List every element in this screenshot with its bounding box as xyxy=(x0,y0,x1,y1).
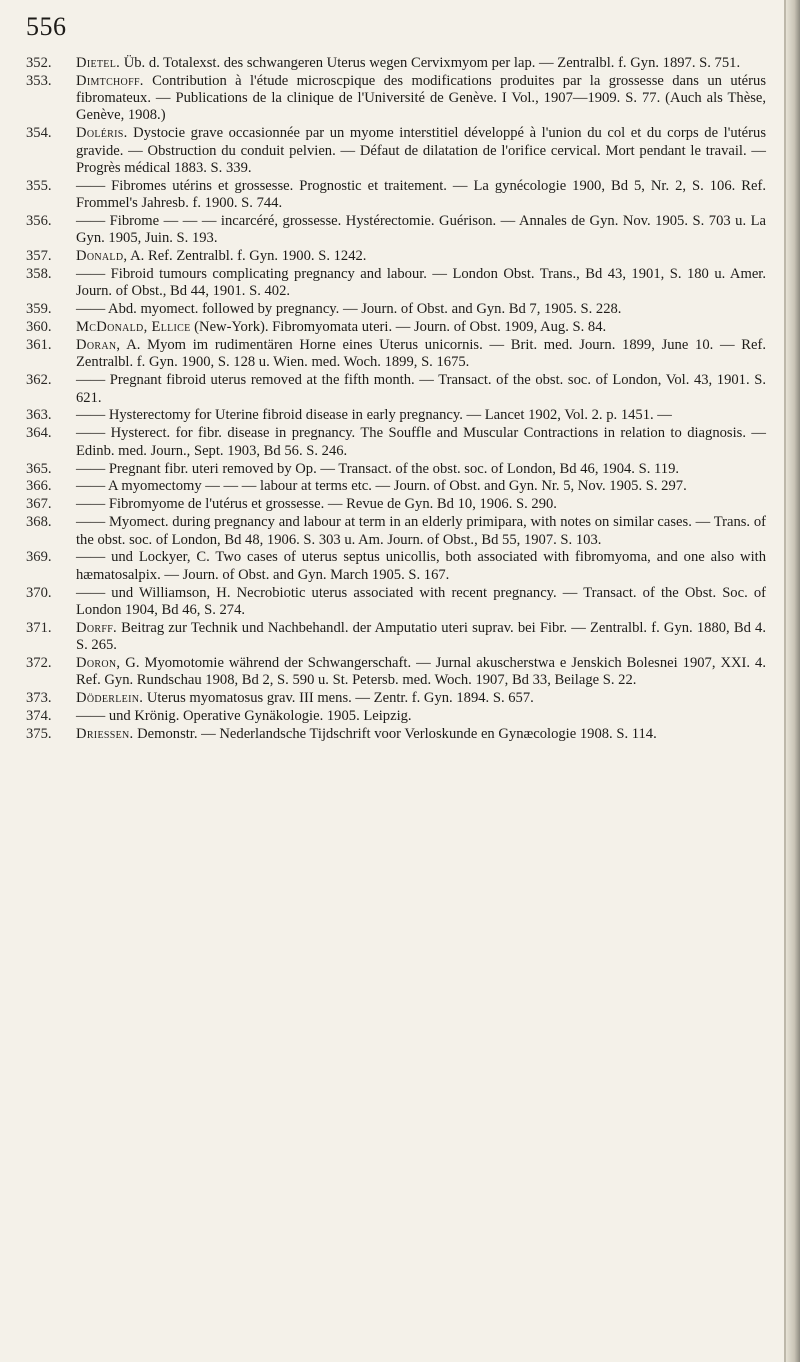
reference-number: 366. xyxy=(26,478,52,495)
reference-number: 367. xyxy=(26,496,52,513)
reference-number: 353. xyxy=(26,72,52,89)
reference-number: 363. xyxy=(26,407,52,424)
reference-author: Dietel. xyxy=(76,55,121,71)
reference-citation: —— Fibroid tumours complicating pregnancy and labour. — London Obst. Trans., Bd 43, 1901, S. 180 u. Amer. Journ. of Obst., Bd 44, 1901. S. 402. xyxy=(76,266,766,300)
reference-entry xyxy=(26,514,766,549)
reference-entry xyxy=(26,407,766,424)
reference-number: 361. xyxy=(26,337,52,354)
reference-text xyxy=(76,425,766,460)
reference-author: Doron, xyxy=(76,654,121,671)
reference-author: McDonald, Ellice xyxy=(76,319,191,336)
reference-entry xyxy=(26,690,766,707)
reference-entry xyxy=(26,549,766,584)
reference-entry xyxy=(26,319,766,336)
reference-entry xyxy=(26,655,766,690)
reference-entry xyxy=(26,266,766,301)
reference-citation: A. Ref. Zentralbl. f. Gyn. 1900. S. 1242. xyxy=(127,248,367,265)
reference-entry xyxy=(26,125,766,177)
reference-text xyxy=(76,549,766,584)
reference-citation: —— Fibrome — — — incarcéré, grossesse. Hystérectomie. Guérison. — Annales de Gyn. Nov. 1905. S. 703 u. La Gyn. 1905, Juin. S. 193. xyxy=(76,213,766,247)
reference-number: 357. xyxy=(26,248,52,265)
reference-text xyxy=(76,213,766,248)
reference-entry xyxy=(26,337,766,372)
reference-text xyxy=(76,690,766,707)
page-edge-strip xyxy=(786,0,800,1362)
reference-citation: —— A myomectomy — — — labour at terms etc. — Journ. of Obst. and Gyn. Nr. 5, Nov. 1905. S. 297. xyxy=(76,478,687,495)
reference-entry xyxy=(26,178,766,213)
reference-citation: —— und Williamson, H. Necrobiotic uterus associated with recent pregnancy. — Transact. of the Obst. Soc. of London 1904, Bd 46, S. 274. xyxy=(76,584,766,618)
reference-citation: Demonstr. — Nederlandsche Tijdschrift voor Verloskunde en Gynæcologie 1908. S. 114. xyxy=(133,725,657,742)
reference-citation: Contribution à l'étude microscpique des modifications produites par la grossesse dans un utérus fibromateux. — Publications de la clinique de l'Université de Genève. I Vol., 1907—1909. S. 77. (Auch als Thèse, Genève, 1908.) xyxy=(76,72,766,124)
reference-text xyxy=(76,372,766,407)
reference-author: Donald, xyxy=(76,248,128,265)
reference-number: 360. xyxy=(26,319,52,336)
reference-citation: —— Pregnant fibroid uterus removed at the fifth month. — Transact. of the obst. soc. of London, Vol. 43, 1901. S. 621. xyxy=(76,372,766,406)
reference-number: 371. xyxy=(26,619,52,636)
reference-citation: —— Fibromyome de l'utérus et grossesse. — Revue de Gyn. Bd 10, 1906. S. 290. xyxy=(76,496,557,513)
reference-number: 362. xyxy=(26,372,52,389)
reference-entry xyxy=(26,213,766,248)
reference-entry xyxy=(26,248,766,265)
reference-number: 359. xyxy=(26,301,52,318)
reference-text xyxy=(76,655,766,690)
reference-entry xyxy=(26,726,766,743)
reference-text xyxy=(76,407,766,424)
reference-text xyxy=(76,301,766,318)
reference-number: 370. xyxy=(26,584,52,601)
reference-citation: —— Hysterect. for fibr. disease in pregnancy. The Souffle and Muscular Contractions in relation to diagnosis. — Edinb. med. Journ., Sept. 1903, Bd 56. S. 246. xyxy=(76,425,766,459)
reference-entry xyxy=(26,73,766,125)
reference-text xyxy=(76,337,766,372)
reference-text xyxy=(76,708,766,725)
reference-number: 358. xyxy=(26,266,52,283)
reference-citation: G. Myomotomie während der Schwangerschaft. — Jurnal akuscherstwa e Jenskich Bolesnei 1907, XXI. 4. Ref. Gyn. Rundschau 1908, Bd 2, S. 590 u. St. Petersb. med. Woch. 1907, Bd 33, Beilage S. 22. xyxy=(76,654,766,689)
reference-entry xyxy=(26,620,766,655)
reference-number: 374. xyxy=(26,708,52,725)
reference-text xyxy=(76,620,766,655)
reference-citation: —— Pregnant fibr. uteri removed by Op. — Transact. of the obst. soc. of London, Bd 46, 1904. S. 119. xyxy=(76,460,680,477)
reference-citation: —— und Krönig. Operative Gynäkologie. 1905. Leipzig. xyxy=(76,708,412,725)
reference-entry xyxy=(26,461,766,478)
reference-entry xyxy=(26,585,766,620)
reference-entry xyxy=(26,372,766,407)
reference-number: 372. xyxy=(26,654,52,671)
reference-citation: Beitrag zur Technik und Nachbehandl. der Amputatio uteri suprav. bei Fibr. — Zentralbl. f. Gyn. 1880, Bd 4. S. 265. xyxy=(76,619,766,654)
reference-entry xyxy=(26,478,766,495)
reference-entry xyxy=(26,708,766,725)
reference-text xyxy=(76,125,766,177)
reference-text xyxy=(76,726,766,743)
reference-citation: —— Abd. myomect. followed by pregnancy. — Journ. of Obst. and Gyn. Bd 7, 1905. S. 228. xyxy=(76,301,622,318)
reference-citation: A. Myom im rudimentären Horne eines Uterus unicornis. — Brit. med. Journ. 1899, June 10. — Ref. Zentralbl. f. Gyn. 1900, S. 128 u. Wien. med. Woch. 1899, S. 1675. xyxy=(76,337,766,371)
reference-text xyxy=(76,496,766,513)
reference-citation: Üb. d. Totalexst. des schwangeren Uterus wegen Cervixmyom per lap. — Zentralbl. f. Gyn. 1897. S. 751. xyxy=(120,55,741,71)
reference-citation: —— Fibromes utérins et grossesse. Prognostic et traitement. — La gynécologie 1900, Bd 5, Nr. 2, S. 106. Ref. Frommel's Jahresb. f. 1900. S. 744. xyxy=(76,177,766,212)
reference-author: Doléris. xyxy=(76,125,128,142)
reference-text xyxy=(76,461,766,478)
reference-number: 354. xyxy=(26,125,52,142)
reference-author: Dorff. xyxy=(76,619,118,636)
reference-number: 369. xyxy=(26,549,52,566)
reference-citation: —— Myomect. during pregnancy and labour at term in an elderly primipara, with notes on similar cases. — Trans. of the obst. soc. of London, Bd 48, 1906. S. 303 u. Am. Journ. of Obst., Bd 55, 1907. S. 103. xyxy=(76,514,766,548)
reference-number: 375. xyxy=(26,725,52,742)
reference-entry xyxy=(26,301,766,318)
reference-citation: Uterus myomatosus grav. III mens. — Zentr. f. Gyn. 1894. S. 657. xyxy=(143,690,534,707)
page-number: 556 xyxy=(26,12,67,41)
reference-text xyxy=(76,478,766,495)
reference-citation: —— und Lockyer, C. Two cases of uterus septus unicollis, both associated with fibromyoma, and one also with hæmatosalpix. — Journ. of Obst. and Gyn. March 1905. S. 167. xyxy=(76,549,766,583)
reference-number: 352. xyxy=(26,55,52,71)
reference-author: Döderlein. xyxy=(76,690,144,707)
reference-number: 355. xyxy=(26,177,52,194)
reference-list xyxy=(26,55,766,744)
reference-number: 368. xyxy=(26,514,52,531)
reference-number: 365. xyxy=(26,460,52,477)
reference-number: 364. xyxy=(26,425,52,442)
reference-text xyxy=(76,514,766,549)
reference-citation: (New-York). Fibromyomata uteri. — Journ. of Obst. 1909, Aug. S. 84. xyxy=(190,319,607,336)
reference-citation: —— Hysterectomy for Uterine fibroid disease in early pregnancy. — Lancet 1902, Vol. 2. p. 1451. — xyxy=(76,407,672,424)
reference-number: 373. xyxy=(26,690,52,707)
reference-entry xyxy=(26,425,766,460)
reference-entry xyxy=(26,496,766,513)
reference-text xyxy=(76,55,766,72)
reference-text xyxy=(76,73,766,125)
reference-citation: Dystocie grave occasionnée par un myome interstitiel développé à l'union du col et du corps de l'utérus gravide. — Obstruction du conduit pelvien. — Défaut de dilatation de l'orifice cervical. Mort pendant le travail. — Progrès médical 1883. S. 339. xyxy=(76,125,766,176)
reference-text xyxy=(76,178,766,213)
reference-text xyxy=(76,319,766,336)
reference-author: Driessen. xyxy=(76,725,134,742)
reference-text xyxy=(76,585,766,620)
reference-entry xyxy=(26,55,766,72)
reference-number: 356. xyxy=(26,213,52,230)
reference-text xyxy=(76,266,766,301)
reference-text xyxy=(76,248,766,265)
reference-author: Doran, xyxy=(76,337,121,354)
reference-author: Dimtchoff. xyxy=(76,72,144,89)
